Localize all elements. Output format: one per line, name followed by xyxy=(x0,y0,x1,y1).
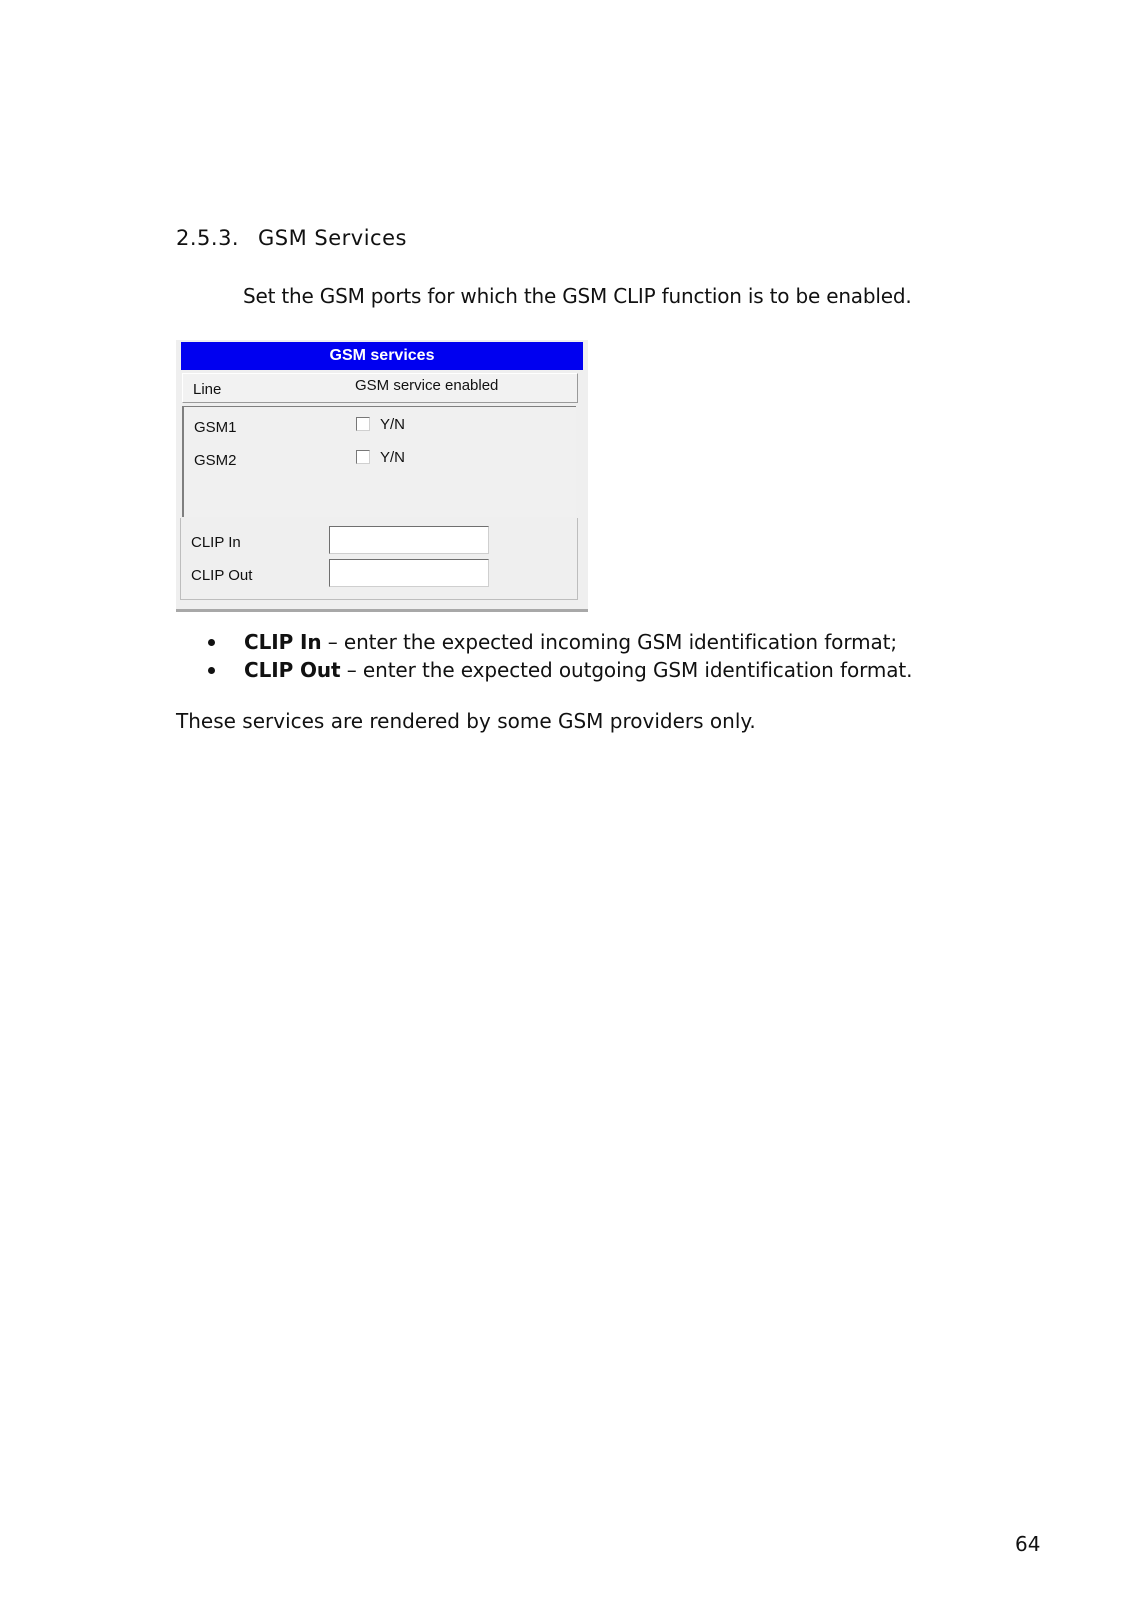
line-name: GSM2 xyxy=(194,452,237,469)
intro-paragraph: Set the GSM ports for which the GSM CLIP function is to be enabled. xyxy=(243,284,912,308)
clip-in-row xyxy=(181,526,577,556)
section-heading xyxy=(176,226,407,250)
section-number: 2.5.3. xyxy=(176,226,240,250)
closing-paragraph: These services are rendered by some GSM providers only. xyxy=(176,709,756,733)
list-item-gsm1 xyxy=(184,415,574,439)
clip-out-label: CLIP Out xyxy=(191,567,253,584)
list-item xyxy=(206,628,912,656)
gsm1-enabled-checkbox[interactable] xyxy=(356,417,370,431)
bullet-term: CLIP Out xyxy=(244,658,341,682)
list-item-gsm2 xyxy=(184,448,574,472)
bullet-term: CLIP In xyxy=(244,630,322,654)
line-name: GSM1 xyxy=(194,419,237,436)
clip-in-input[interactable] xyxy=(329,526,489,554)
column-header-row xyxy=(182,373,578,403)
gsm2-enabled-checkbox[interactable] xyxy=(356,450,370,464)
checkbox-label: Y/N xyxy=(380,416,406,433)
bullet-text: – enter the expected incoming GSM identification format; xyxy=(321,630,898,654)
bullet-list xyxy=(206,628,912,684)
checkbox-label: Y/N xyxy=(380,449,406,466)
gsm-services-dialog xyxy=(176,340,588,612)
column-header-line[interactable]: Line xyxy=(193,381,222,398)
column-header-enabled[interactable]: GSM service enabled xyxy=(355,377,499,394)
page-number: 64 xyxy=(1015,1532,1041,1556)
bullet-text: – enter the expected outgoing GSM identification format. xyxy=(340,658,913,682)
clip-out-row xyxy=(181,559,577,589)
dialog-title: GSM services xyxy=(181,342,583,370)
list-item xyxy=(206,656,912,684)
gsm-line-list xyxy=(182,406,576,517)
clip-settings-panel xyxy=(180,518,578,600)
section-title: GSM Services xyxy=(258,226,407,250)
clip-in-label: CLIP In xyxy=(191,534,241,551)
clip-out-input[interactable] xyxy=(329,559,489,587)
